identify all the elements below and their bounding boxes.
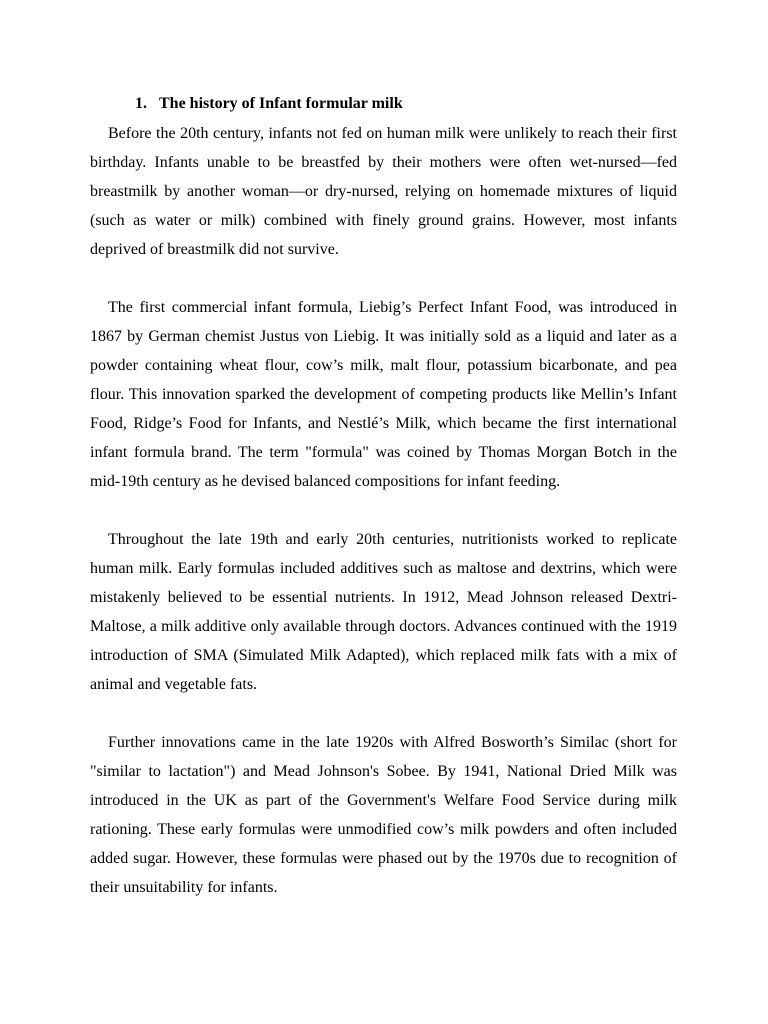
- paragraph: Before the 20th century, infants not fed on human milk were unlikely to reach their first birthday. Infants unable to be breastfed by their mothers were often wet-nursed—fed breastmilk by another woman—or dry-nursed, relying on homemade mixtures of liquid (such as water or milk) combined with finely ground grains. However, most infants deprived of breastmilk did not survive.: [90, 125, 677, 258]
- paragraph: Throughout the late 19th and early 20th centuries, nutritionists worked to replicate human milk. Early formulas included additives such as maltose and dextrins, which were mistakenly believed to be essential nutrients. In 1912, Mead Johnson released Dextri-Maltose, a milk additive only available through doctors. Advances continued with the 1919 introduction of SMA (Simulated Milk Adapted), which replaced milk fats with a mix of animal and vegetable fats.: [90, 531, 677, 693]
- section-number: 1.: [135, 95, 147, 112]
- paragraph: The first commercial infant formula, Liebig’s Perfect Infant Food, was introduced in 1867 by German chemist Justus von Liebig. It was initially sold as a liquid and later as a powder containing wheat flour, cow’s milk, malt flour, potassium bicarbonate, and pea flour. This innovation sparked the development of competing products like Mellin’s Infant Food, Ridge’s Food for Infants, and Nestlé’s Milk, which became the first international infant formula brand. The term "formula" was coined by Thomas Morgan Botch in the mid-19th century as he devised balanced compositions for infant feeding.: [90, 299, 677, 490]
- section-heading: [135, 93, 403, 115]
- section-title: The history of Infant formular milk: [159, 95, 403, 112]
- paragraph: Further innovations came in the late 1920s with Alfred Bosworth’s Similac (short for "similar to lactation") and Mead Johnson's Sobee. By 1941, National Dried Milk was introduced in the UK as part of the Government's Welfare Food Service during milk rationing. These early formulas were unmodified cow’s milk powders and often included added sugar. However, these formulas were phased out by the 1970s due to recognition of their unsuitability for infants.: [90, 734, 677, 896]
- section-body: [90, 119, 677, 931]
